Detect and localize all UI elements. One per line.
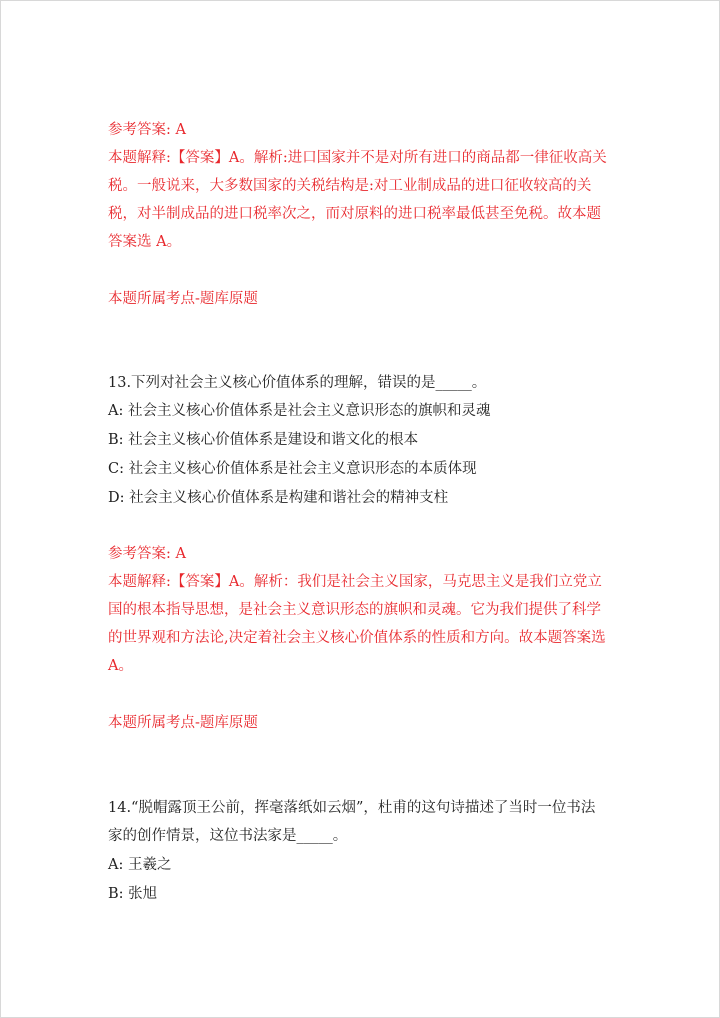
q13-option-b: B: 社会主义核心价值体系是建设和谐文化的根本 — [108, 432, 419, 448]
q13-option-c: C: 社会主义核心价值体系是社会主义意识形态的本质体现 — [108, 461, 477, 477]
q13-explanation-line-1: 本题解释:【答案】A。解析：我们是社会主义国家，马克思主义是我们立党立 — [108, 574, 602, 590]
q13-explanation-line-3: 的世界观和方法论,决定着社会主义核心价值体系的性质和方向。故本题答案选 — [108, 630, 606, 646]
q12-explanation-line-2: 税。一般说来，大多数国家的关税结构是:对工业制成品的进口征收较高的关 — [108, 178, 592, 194]
q13-explanation-line-4: A。 — [108, 658, 133, 674]
q12-explanation-line-3: 税，对半制成品的进口税率次之，而对原料的进口税率最低甚至免税。故本题 — [108, 206, 601, 222]
q13-option-d: D: 社会主义核心价值体系是构建和谐社会的精神支柱 — [108, 490, 449, 506]
q13-stem: 13.下列对社会主义核心价值体系的理解，错误的是_____。 — [108, 375, 487, 391]
q12-explanation-line-1: 本题解释:【答案】A。解析:进口国家并不是对所有进口的商品都一律征收高关 — [108, 150, 607, 166]
q14-stem-line-2: 家的创作情景，这位书法家是_____。 — [108, 828, 348, 844]
q13-source: 本题所属考点-题库原题 — [108, 715, 258, 731]
q13-answer-line: 参考答案: A — [108, 546, 186, 562]
q12-explanation-line-4: 答案选 A。 — [108, 234, 182, 250]
q12-answer-line: 参考答案: A — [108, 122, 186, 138]
q14-stem-line-1: 14.“脱帽露顶王公前，挥毫落纸如云烟”，杜甫的这句诗描述了当时一位书法 — [108, 800, 596, 816]
q14-option-b: B: 张旭 — [108, 886, 158, 902]
q13-explanation-line-2: 国的根本指导思想，是社会主义意识形态的旗帜和灵魂。它为我们提供了科学 — [108, 602, 601, 618]
q14-option-a: A: 王羲之 — [108, 857, 172, 873]
q13-option-a: A: 社会主义核心价值体系是社会主义意识形态的旗帜和灵魂 — [108, 403, 491, 419]
q12-source: 本题所属考点-题库原题 — [108, 291, 258, 307]
